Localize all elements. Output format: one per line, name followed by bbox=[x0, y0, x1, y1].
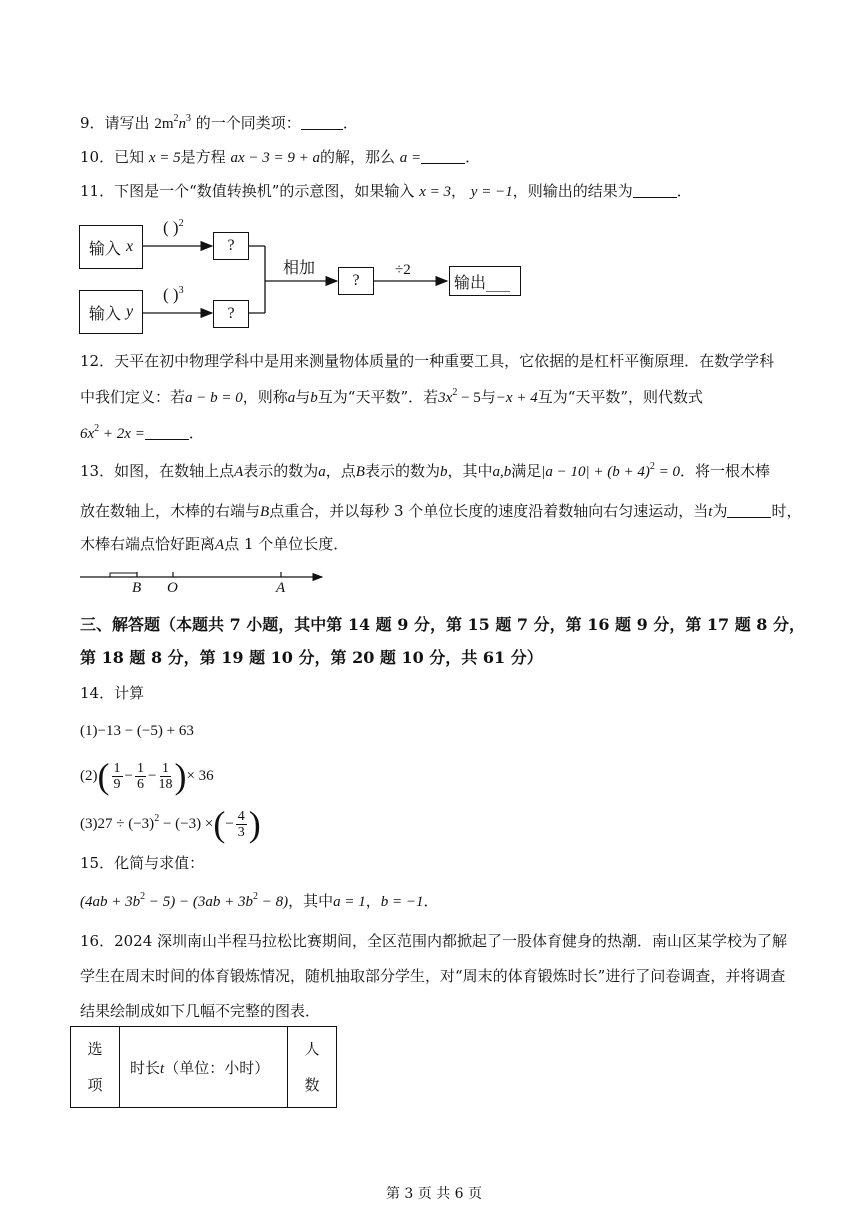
question-12-line-2: 中我们定义：若a − b = 0，则称a与b互为“天平数”．若$3x^2 - 5$与−x + 4互为“天平数”，则代数式 bbox=[80, 387, 704, 406]
question-13-line-2: 放在数轴上，木棒的右端与B点重合，并以每秒 3 个单位长度的速度沿着数轴向右匀速运动，当t为 时， bbox=[80, 502, 802, 520]
output-box: 输出___ bbox=[449, 266, 521, 296]
table-header-duration: 时长t（单位：小时） bbox=[120, 1027, 288, 1108]
section-3-heading-line-1: 三、解答题（本题共 7 小题，其中第 14 题 9 分，第 15 题 7 分，第 16 题 9 分，第 17 题 8 分， bbox=[80, 615, 805, 634]
result-x-box: ? bbox=[213, 232, 249, 260]
question-14-title: 14．计算 bbox=[80, 684, 145, 702]
question-12-line-3: $6x^2 + 2x$ = ． bbox=[80, 423, 204, 442]
question-13-line-1: 13．如图，在数轴上点A表示的数为a，点B表示的数为b，其中a,b满足$|a - 10| + (b + 4)^2 = 0$．将一根木棒 bbox=[80, 461, 771, 480]
question-14-part-1: (1)−13 − (−5) + 63 bbox=[80, 723, 194, 739]
page-footer: 第 3 页 共 6 页 bbox=[385, 1186, 483, 1202]
cube-operation-label: ( )$^3$ bbox=[163, 285, 184, 304]
question-13-line-3: 木棒右端点恰好距离A点 1 个单位长度． bbox=[80, 535, 349, 553]
axis-label-B: B bbox=[132, 580, 142, 596]
input-x-box: 输入 x bbox=[79, 225, 143, 269]
fraction: $\frac{1}{18}$ bbox=[158, 760, 173, 792]
axis-label-O: O bbox=[167, 580, 178, 596]
question-15-title: 15．化简与求值： bbox=[80, 854, 205, 872]
add-operation-label: 相加 bbox=[283, 258, 316, 277]
table-header-count: 人 数 bbox=[288, 1027, 337, 1108]
question-14-part-3: $(3)27 \div (-3)^2 - (-3)$ ×(− $\frac{4}{3}$ ) bbox=[80, 804, 261, 844]
question-16-line-2: 学生在周末时间的体育锻炼情况，随机抽取部分学生，对“周末的体育锻炼时长”进行了问卷调查，并将调查 bbox=[80, 967, 786, 985]
question-11: 11．下图是一个“数值转换机”的示意图，如果输入 x = 3， y = −1，则输出的结果为 ． bbox=[80, 182, 692, 200]
question-14-part-2: (2)( $\frac{1}{9}$ − $\frac{1}{6}$ − $\frac{1}{18}$ )× 36 bbox=[80, 756, 214, 796]
question-15-expression: $(4ab + 3b^2 - 5) - (3ab + 3b^2 - 8)$，其中a = 1，b = −1． bbox=[80, 891, 439, 910]
question-12-line-1: 12．天平在初中物理学科中是用来测量物体质量的一种重要工具，它依据的是杠杆平衡原理．在数学学科 bbox=[80, 352, 775, 370]
section-3-heading-line-2: 第 18 题 8 分，第 19 题 10 分，第 20 题 10 分，共 61 分） bbox=[80, 648, 543, 667]
question-9: 9．请写出 $2m^2n^3$ 的一个同类项： ． bbox=[80, 113, 358, 132]
fraction: $\frac{4}{3}$ bbox=[237, 808, 245, 840]
result-y-box: ? bbox=[213, 300, 249, 328]
fraction: $\frac{1}{6}$ bbox=[136, 760, 144, 792]
divide-operation-label: ÷2 bbox=[395, 262, 411, 278]
axis-label-A: A bbox=[276, 580, 286, 596]
survey-table bbox=[70, 1026, 337, 1108]
table-row bbox=[71, 1027, 337, 1108]
question-16-line-1: 16．2024 深圳南山半程马拉松比赛期间，全区范围内都掀起了一股体育健身的热潮．南山区某学校为了解 bbox=[80, 932, 788, 950]
question-10: 10．已知 x = 5是方程 ax − 3 = 9 + a的解，那么 a = ． bbox=[80, 148, 481, 166]
question-16-line-3: 结果绘制成如下几幅不完整的图表． bbox=[80, 1002, 321, 1020]
table-header-option: 选 项 bbox=[71, 1027, 120, 1108]
sum-box: ? bbox=[338, 267, 374, 295]
fraction: $\frac{1}{9}$ bbox=[113, 760, 121, 792]
square-operation-label: ( )$^2$ bbox=[163, 218, 184, 237]
input-y-box: 输入 y bbox=[79, 290, 143, 334]
